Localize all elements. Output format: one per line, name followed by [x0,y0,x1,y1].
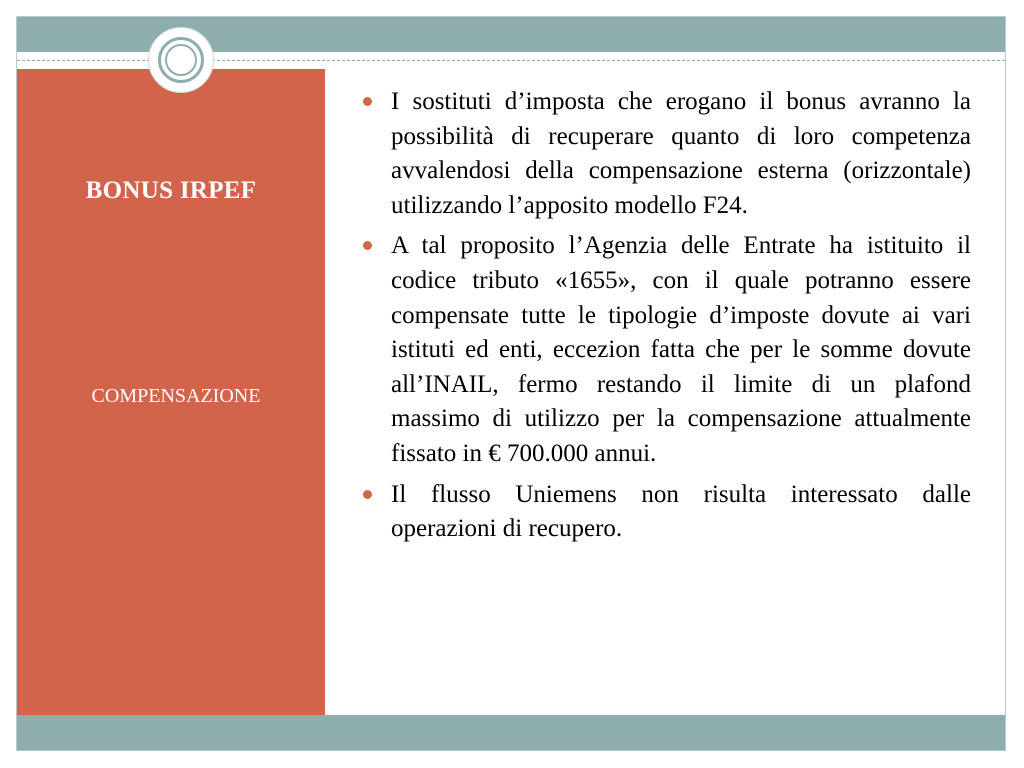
bullet-item [361,478,971,547]
bullet-text: I sostituti d’imposta che erogano il bonus avranno la possibilità di recuperare quanto di loro competenza avvalendosi della compensazione esterna (orizzontale) utilizzando l’apposito modello F24. [391,88,971,219]
bullet-dot-icon [363,490,372,499]
circle-ornament-icon [148,27,214,93]
bullet-list [361,85,971,553]
circle-inner [165,44,197,76]
slide-title: BONUS IRPEF [85,177,257,204]
bullet-item [361,85,971,223]
slide-subtitle: COMPENSAZIONE [91,385,261,407]
bullet-dot-icon [363,241,372,250]
title-panel [17,69,325,715]
bottom-band [17,715,1005,750]
bullet-dot-icon [363,97,372,106]
bullet-text: A tal proposito l’Agenzia delle Entrate ha istituito il codice tributo «1655», con il quale potranno essere compensate tutte le tipologie d’imposte dovute ai vari istituti ed enti, eccezion fatta che per le somme dovute all’INAIL, fermo restando il limite di un plafond massimo di utilizzo per la compensazione attualmente fissato in € 700.000 annui. [391,232,971,467]
circle-ring [158,37,204,83]
bullet-text: Il flusso Uniemens non risulta interessato dalle operazioni di recupero. [391,480,971,543]
slide [16,16,1006,751]
bullet-item [361,229,971,471]
